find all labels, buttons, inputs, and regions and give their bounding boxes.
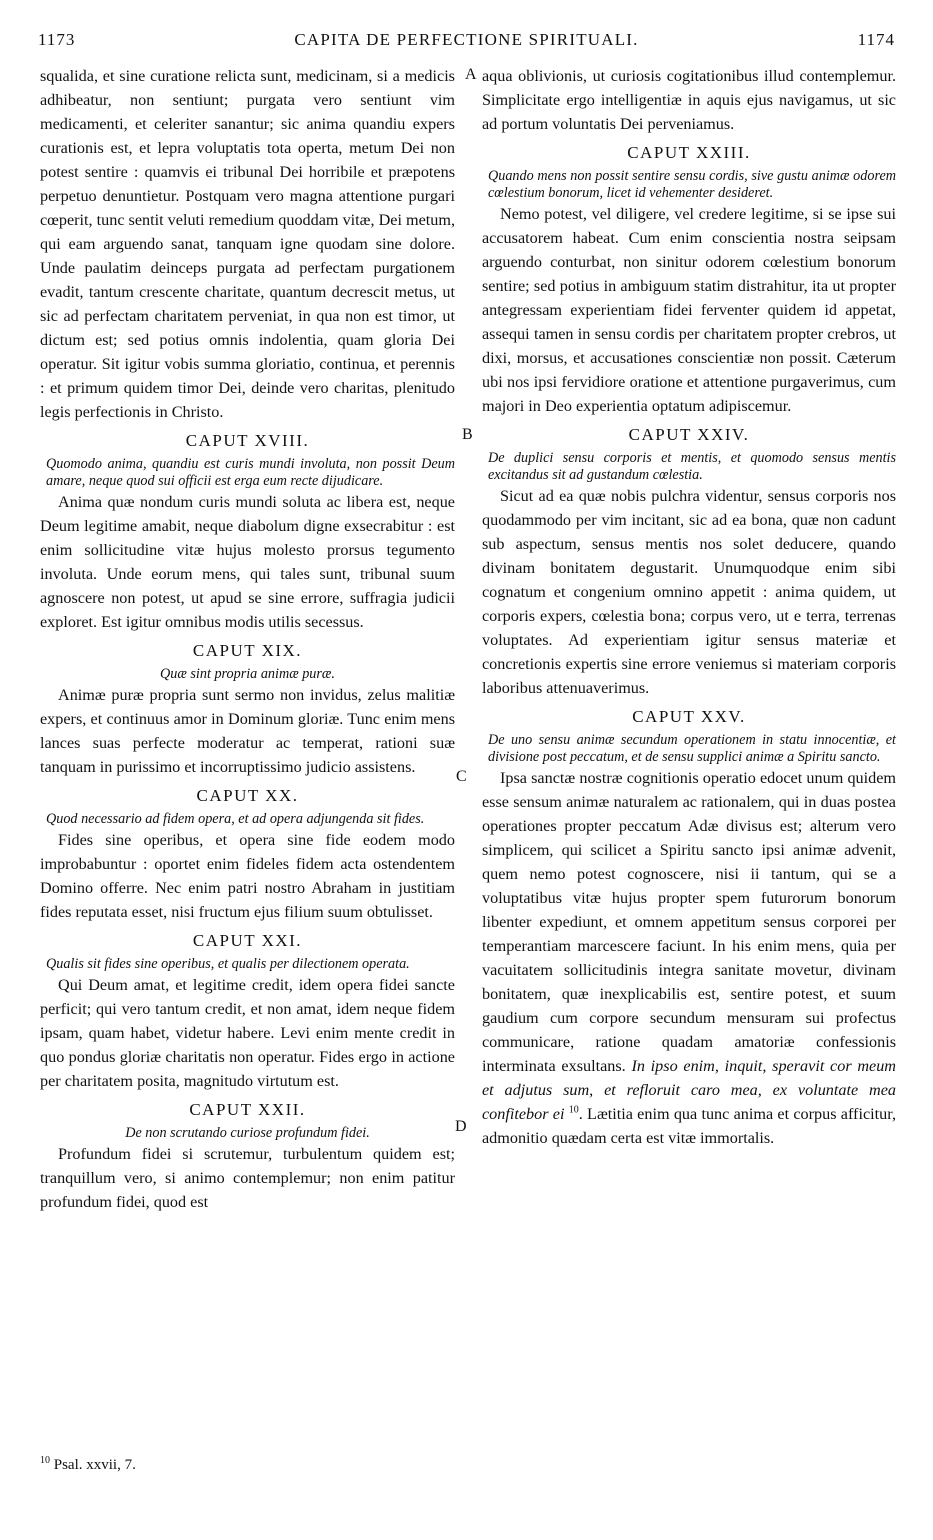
- chapter-text: Profundum fidei si scrutemur, turbulentum quidem est; tranquillum vero, si animo contemplemur; non enim patitur profundum fidei, quod est: [40, 1145, 455, 1211]
- running-header: [30, 30, 903, 60]
- margin-marker-d: D: [455, 1118, 467, 1135]
- left-column: [40, 64, 455, 1214]
- chapter-text: Fides sine operibus, et opera sine fide eodem modo improbabuntur : oportet enim fideles fidem acta ostendentem Domino offerre. Nec enim patri nostro Abraham in justitiam fides reputata esset, nisi fructum ejus filium suum obtulisset.: [40, 831, 455, 921]
- chapter-summary: Quæ sint propria animæ puræ.: [160, 666, 335, 682]
- chapter-heading: CAPUT XXII.: [189, 1100, 306, 1119]
- page-number-right: 1174: [857, 30, 895, 49]
- chapter-summary: Qualis sit fides sine operibus, et qualis per dilectionem operata.: [46, 956, 410, 972]
- chapter-text: Nemo potest, vel diligere, vel credere legitime, si se ipse sui accusatorem habeat. Cum enim conscientia nostra seipsam arguendo conturbat, non sinitur odorem cœlestium bonorum sentire; sed potius in ambiguum statim distrahitur, ita ut propter antegressam experientiam fidei ferventer quidem id appetat, assequi tamen in sensu cordis per charitatem propter crebros, ut dixi, morsus, et accusationes conscientiæ non possit. Cæterum ubi nos ipsi fervidiore oratione et attentione purgaverimus, cum majori in Deo experientia optatum adipiscemur.: [482, 205, 896, 415]
- chapter-text: [482, 766, 896, 1150]
- footnote-number: 10: [40, 1455, 50, 1466]
- chapter-summary: De non scrutando curiose profundum fidei.: [125, 1125, 370, 1141]
- chapter-text: Animæ puræ propria sunt sermo non invidus, zelus malitiæ expers, et continuus amor in Dominum gloriæ. Tunc enim mens lances suas perfecte moderatur ac temperat, rationi suæ tanquam in purissimo et incorruptissimo judicio assistens.: [40, 686, 455, 776]
- chapter-heading: CAPUT XXIV.: [628, 425, 750, 444]
- chapter-heading: CAPUT XXV.: [632, 707, 746, 726]
- chapter-text: Sicut ad ea quæ nobis pulchra videntur, sensus corporis nos quodammodo per vim incitant, sic ad ea bona, quæ non cadunt sub aspectum, sensus mentis nos solet deducere, quando divinam bonitatem degustarit. Unumquodque enim sibi cognatum et congenium omnino appetit : anima quidem, ut corporis expers, cœlestia bona; corpus vero, ut e terra, terrenas voluptates. Ad experientiam igitur sensus materiæ et concretionis expertis sine errore veniemus si materiam corporis laboribus attenuaverimus.: [482, 487, 896, 697]
- chapter-text-part: . Lætitia enim qua tunc anima et corpus afficitur, admonitio quædam certa est vitæ immortalis.: [482, 1105, 897, 1147]
- scripture-quote: In ipso enim, inquit, speravit cor meum et adjutus sum, et refloruit caro mea, ex voluntate mea confitebor ei: [482, 1057, 896, 1123]
- chapter-heading: CAPUT XXI.: [192, 931, 303, 950]
- chapter-text: Qui Deum amat, et legitime credit, idem opera fidei sancte perficit; qui vero tantum credit, et non amat, idem neque fidem ipsam, quam habet, videtur habere. Levi enim mente credit in quo pondus gloriæ charitatis non operatur. Fides ergo in actione per charitatem posita, magnitudo virtutum est.: [40, 976, 455, 1090]
- chapter-summary: Quando mens non possit sentire sensu cordis, sive gustu animæ odorem cœlestium bonorum, licet id vehementer desideret.: [488, 168, 896, 201]
- footnote-reference: 10: [568, 1104, 579, 1116]
- right-column: [482, 64, 896, 1150]
- page-number-left: 1173: [38, 30, 76, 49]
- chapter-heading: CAPUT XXIII.: [627, 143, 751, 162]
- chapter-summary: Quomodo anima, quandiu est curis mundi involuta, non possit Deum amare, neque quod sui officii est erga eum recte dijudicare.: [46, 456, 455, 489]
- chapter-text: Anima quæ nondum curis mundi soluta ac libera est, neque Deum legitime amabit, neque diabolum digne exsecrabitur : est enim sollicitudine vitæ hujus molesto prorsus tegumento involuta. Unde eorum mens, qui tales sunt, tribunal suum agnoscere non potest, ut apud se sine errore, suffragia judicii exploret. Est igitur omnibus modis utilis secessus.: [40, 493, 455, 631]
- chapter-heading: CAPUT XX.: [196, 786, 299, 805]
- left-opening-paragraph: squalida, et sine curatione relicta sunt, medicinam, si a medicis adhibeatur, non sentiunt; purgata vero sentiunt vim medicamenti, et celeriter sanantur; sic anima quandiu expers curationis est, et lepra voluptatis tota operta, metum Dei non potest sentire : quamvis ei tribunal Dei horribile et præpotens perpetuo denuntietur. Postquam vero magna attentione purgari cœperit, tunc sentit veluti remedium quoddam vitæ, Dei metum, qui eam arguendo sanat, tanquam igne quodam sine dolore. Unde paulatim deinceps purgata ad perfectam purgationem evadit, tantum crescente charitate, quantum decrescit metus, ut sic ad perfectam charitatem perveniat, in qua non est timor, ut dictum est; sed potius omnis indolentia, quam gloria Dei operatur. Sit igitur vobis summa gloriatio, continua, et perennis : et primum quidem timor Dei, deinde vero charitas, plenitudo legis perfectionis in Christo.: [40, 67, 455, 421]
- chapter-summary: Quod necessario ad fidem opera, et ad opera adjungenda sit fides.: [46, 811, 425, 827]
- running-title: CAPITA DE PERFECTIONE SPIRITUALI.: [294, 30, 639, 49]
- right-opening-paragraph: aqua oblivionis, ut curiosis cogitationibus illud contemplemur. Simplicitate ergo intelligentiæ in aquis ejus navigamus, ut sic ad portum voluntatis Dei perveniamus.: [482, 67, 896, 133]
- footnote: [40, 1457, 136, 1474]
- margin-marker-a: A: [465, 66, 477, 83]
- chapter-summary: De duplici sensu corporis et mentis, et quomodo sensus mentis excitandus sit ad gustandum cœlestia.: [488, 450, 896, 483]
- chapter-heading: CAPUT XVIII.: [185, 431, 310, 450]
- chapter-heading: CAPUT XIX.: [192, 641, 303, 660]
- margin-marker-b: B: [462, 426, 473, 443]
- chapter-summary: De uno sensu animæ secundum operationem in statu innocentiæ, et divisione post peccatum, et de sensu supplici animæ a Spiritu sancto.: [488, 732, 896, 765]
- margin-marker-c: C: [456, 768, 467, 785]
- footnote-text: Psal. xxvii, 7.: [53, 1457, 136, 1473]
- chapter-text-part: Ipsa sanctæ nostræ cognitionis operatio edocet unum quidem esse sensum animæ naturalem ac rationalem, qui in duas postea operationes propter peccatum Adæ divisus est; alterum vero simplicem, qui scilicet a Spiritu sancto ipsi animæ advenit, quem nemo potest cognoscere, nisi ii tantum, qui se a voluptatibus vitæ hujus propter spem futurorum bonorum libenter expediunt, et omnem appetitum sensus corporei per temperantiam marcescere faciunt. In his enim mens, quia per vacuitatem sollicitudinis integra sanitate movetur, divinam bonitatem, quæ inexplicabilis est, sentire potest, et suum gaudium cum corpore secundum mensuram sui profectus communicare, ratione quadam amatoriæ confessionis interminata exsultans.: [482, 769, 896, 1075]
